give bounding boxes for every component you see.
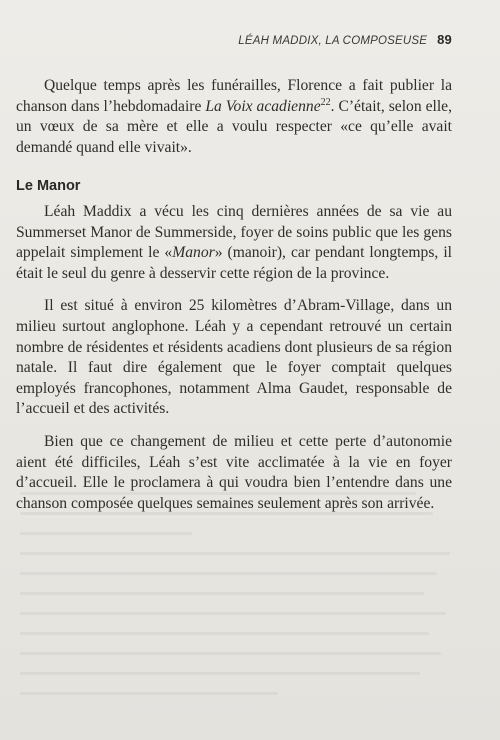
publication-title: La Voix acadienne <box>205 97 321 115</box>
paragraph-manor-intro <box>16 202 452 284</box>
paragraph-adaptation: Bien que ce changement de milieu et cette perte d’autonomie aient été difficiles, Léah s’est vite acclimatée à la vie en foyer d’accueil. Elle le proclamera à qui voudra bien l’entendre dans une chanson composée quelques semaines seulement après son arrivée. <box>16 432 452 512</box>
paragraph-1-text-before: Quelque temps après les funérailles, Florence a fait publier la chanson dans l’hebdomadaire <box>16 77 452 115</box>
paragraph-location: Il est situé à environ 25 kilomètres d’Abram-Village, dans un milieu surtout anglophone. Léah y a cependant retrouvé un certain nombre de résidentes et résidents acadiens dont plusieurs de sa région natale. Il faut dire également que le foyer comptait quelques employés francophones, notamment Alma Gaudet, responsable de l’accueil et des activités. <box>16 297 452 418</box>
footnote-ref-22: 22 <box>320 96 331 108</box>
body-text <box>16 76 452 526</box>
paragraph-2-text-after: » (manoir), car pendant longtemps, il était le seul du genre à desservir cette région de la province. <box>16 244 452 282</box>
section-heading: Le Manor <box>16 178 81 195</box>
paragraph-funerailles <box>16 76 452 158</box>
running-head-title: LÉAH MADDIX, LA COMPOSEUSE <box>238 35 428 47</box>
page-number: 89 <box>437 32 452 47</box>
running-head <box>238 32 452 47</box>
manor-term: Manor <box>172 244 215 262</box>
paragraph-2-text-before: Léah Maddix a vécu les cinq dernières années de sa vie au Summerset Manor de Summerside, foyer de soins public que les gens appelait simplement le « <box>16 202 452 262</box>
paragraph-1-text-after: . C’était, selon elle, un vœux de sa mère et elle a voulu respecter «ce qu’elle avait demandé quand elle vivait». <box>16 97 452 156</box>
